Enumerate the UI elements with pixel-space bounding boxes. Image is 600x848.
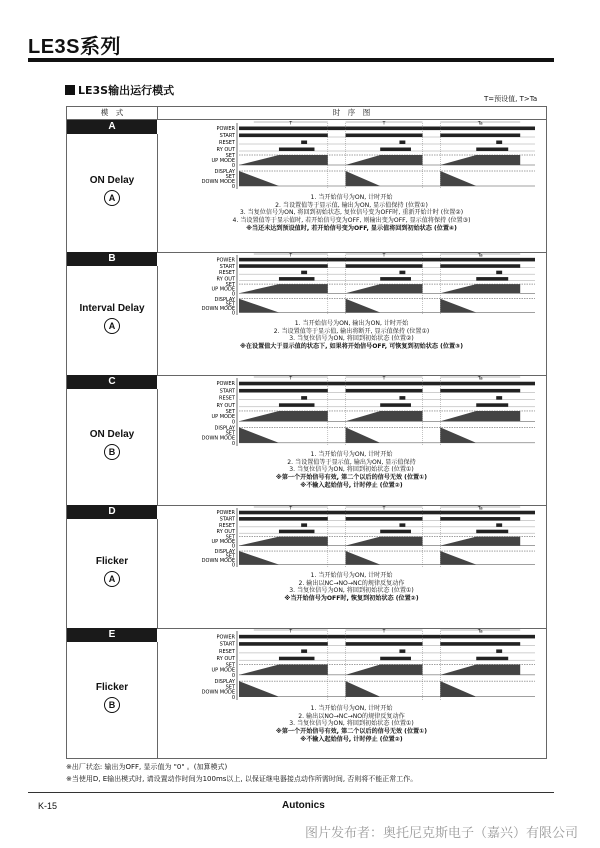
mode-label-cell (67, 266, 158, 375)
signal-label: SET (225, 534, 235, 541)
desc-line: 3. 当复位信号为ON, 将回到初始状态 (位置①) (289, 720, 414, 728)
signal-pulse (301, 271, 307, 275)
signal-label: SET (225, 153, 235, 159)
count-ramp (346, 427, 423, 442)
count-ramp (239, 681, 328, 697)
variant-badge: A (104, 571, 120, 587)
desc-note: ※第一个开始信号有效, 第二个以后的信号无效 (位置①) ※不输入起始信号, 计时停止 (位置②) (275, 728, 428, 743)
signal-pulse (380, 657, 411, 661)
count-ramp (346, 664, 423, 674)
signal-pulse (239, 511, 535, 515)
count-ramp (239, 155, 328, 165)
timing-diagram (157, 375, 546, 449)
section-title (65, 82, 174, 98)
count-ramp (239, 427, 328, 442)
signal-label: START (219, 641, 235, 648)
variant-badge: B (104, 444, 120, 460)
signal-label: SET (225, 553, 235, 560)
signal-pulse (301, 396, 307, 400)
count-ramp (346, 411, 423, 421)
signal-pulse (399, 141, 405, 145)
signal-label: SET (225, 430, 235, 437)
signal-pulse (440, 642, 520, 646)
mode-name: ON Delay (89, 175, 135, 186)
desc-line: 3. 当复位信号为ON, 将回到初始状态 (位置①) (289, 466, 414, 474)
mode-name: Flicker (95, 682, 129, 693)
signal-label: UP MODE (211, 286, 235, 293)
count-ramp (440, 299, 520, 313)
footnote-2: ※当使用D, E输出模式时, 请设置动作时间为100ms以上, 以保证继电器接点动作所需时间, 否则将不能正常工作。 (66, 775, 418, 783)
mode-label-cell (67, 134, 158, 252)
t-span-label: T (382, 253, 386, 259)
signal-label: DOWN MODE (201, 305, 235, 312)
mode-name: Interval Delay (79, 302, 145, 314)
signal-pulse (239, 127, 535, 131)
timing-diagram (157, 120, 546, 192)
col-mode-header: 模 式 (67, 107, 158, 119)
signal-label: DOWN MODE (201, 179, 235, 185)
signal-pulse (496, 396, 502, 400)
variant-badge: A (104, 190, 120, 206)
signal-label: 0 (231, 310, 235, 317)
signal-pulse (496, 271, 502, 275)
mode-block-c (67, 375, 546, 506)
signal-label: SET (225, 662, 235, 669)
count-ramp (346, 284, 423, 293)
mode-name: ON Delay (89, 429, 135, 440)
signal-pulse (440, 517, 520, 521)
signal-label: RESET (218, 140, 235, 146)
count-ramp (440, 411, 520, 421)
desc-line: 2. 输出以NC→NO→NC的规律反复动作 (298, 579, 405, 587)
signal-pulse (380, 403, 411, 407)
signal-pulse (380, 277, 411, 281)
desc-note: ※当开始信号为OFF时, 恢复到初始状态 (位置②) (284, 595, 419, 603)
timing-diagram (157, 505, 546, 570)
signal-pulse (239, 264, 328, 268)
count-ramp (440, 664, 520, 674)
mode-description (157, 572, 546, 603)
signal-pulse (496, 649, 502, 653)
signal-label: RESET (218, 522, 235, 529)
mode-description (157, 705, 546, 744)
signal-label: 0 (231, 184, 235, 190)
signal-pulse (496, 523, 502, 527)
signal-pulse (279, 277, 315, 281)
signal-label: DOWN MODE (201, 435, 235, 442)
desc-line: 4. 当设置值等于显示值时, 若开始信号变为OFF, 则输出变为OFF, 显示值将保持 (位置③) (232, 217, 471, 225)
desc-line: 2. 当设置值等于显示值, 输出将断开, 显示值保持 (位置①) (273, 327, 430, 335)
mode-label-cell (67, 642, 158, 758)
signal-pulse (346, 389, 423, 393)
count-ramp (239, 284, 328, 293)
signal-pulse (399, 523, 405, 527)
square-bullet-icon (65, 85, 75, 95)
signal-label: UP MODE (211, 539, 235, 546)
brand-logo: Autonics (282, 800, 325, 811)
count-ramp (239, 299, 328, 313)
signal-pulse (399, 396, 405, 400)
signal-label: DISPLAY (214, 296, 235, 303)
footer-rule (28, 792, 554, 793)
t-span-label: T (289, 376, 293, 382)
count-ramp (440, 427, 520, 442)
table-header (67, 107, 546, 120)
signal-pulse (346, 264, 423, 268)
signal-label: RY OUT (216, 276, 235, 283)
t-span-label: T (289, 253, 293, 259)
t-span-label: Ta (477, 376, 483, 382)
mode-label-cell (67, 389, 158, 505)
count-ramp (440, 537, 520, 546)
signal-label: RY OUT (216, 656, 235, 663)
desc-line: 1. 当开始信号为ON, 输出为ON, 计时开始 (294, 320, 409, 327)
mode-description (157, 451, 546, 490)
mode-letter: B (67, 252, 157, 266)
signal-pulse (380, 148, 411, 152)
signal-label: SET (225, 684, 235, 691)
section-title-text: LE3S输出运行模式 (78, 84, 175, 97)
page-title: LE3S系列 (28, 36, 122, 58)
signal-label: 0 (231, 672, 235, 679)
count-ramp (239, 411, 328, 421)
signal-label: RESET (218, 270, 235, 277)
signal-pulse (279, 403, 315, 407)
signal-pulse (476, 277, 508, 281)
signal-label: POWER (216, 126, 235, 132)
signal-label: SET (225, 174, 235, 180)
mode-letter: C (67, 375, 157, 389)
variant-badge: B (104, 697, 120, 713)
count-ramp (440, 284, 520, 293)
count-ramp (440, 681, 520, 697)
signal-label: DOWN MODE (201, 558, 235, 565)
signal-label: START (219, 263, 235, 270)
signal-pulse (279, 657, 315, 661)
signal-pulse (476, 530, 508, 534)
signal-label: POWER (216, 634, 235, 641)
signal-label: RY OUT (216, 529, 235, 536)
mode-name: Flicker (95, 555, 129, 567)
t-span-label: Ta (477, 121, 483, 127)
count-ramp (440, 551, 520, 565)
signal-label: SET (225, 282, 235, 289)
signal-label: UP MODE (211, 414, 235, 421)
signal-label: RY OUT (216, 147, 235, 153)
signal-label: 0 (231, 694, 235, 701)
signal-pulse (399, 271, 405, 275)
signal-pulse (440, 264, 520, 268)
t-span-label: T (289, 629, 293, 635)
signal-pulse (399, 649, 405, 653)
mode-letter: A (67, 120, 157, 134)
mode-letter: E (67, 628, 157, 642)
signal-label: DISPLAY (214, 425, 235, 432)
t-span-label: T (289, 121, 293, 127)
footnote-1: ※出厂状态: 输出为OFF, 显示值为 "0" 。(加算模式) (66, 763, 228, 771)
count-ramp (346, 171, 423, 186)
publisher-watermark: 图片发布者：奥托尼克斯电子（嘉兴）有限公司 (304, 826, 578, 841)
signal-pulse (301, 141, 307, 145)
signal-pulse (476, 403, 508, 407)
signal-label: START (219, 516, 235, 523)
signal-label: 0 (231, 543, 235, 550)
count-ramp (346, 299, 423, 313)
mode-description (157, 194, 546, 233)
desc-line: 3. 当复位信号为ON, 将回到初始状态 (位置②) (289, 335, 414, 343)
desc-note: ※在设置值大于显示值的状态下, 如果将开始信号OFF, 可恢复到初始状态 (位置③) (240, 343, 463, 351)
signal-pulse (346, 134, 423, 138)
signal-pulse (239, 258, 535, 262)
signal-label: DOWN MODE (201, 689, 235, 696)
mode-block-b (67, 252, 546, 376)
desc-line: 1. 当开始信号为ON, 计时开始 (310, 705, 393, 712)
mode-description (157, 320, 546, 351)
t-span-label: T (289, 506, 293, 512)
desc-line: 2. 当设置值等于显示值, 输出为ON, 显示值保持 (287, 458, 416, 466)
timing-diagram (157, 252, 546, 318)
signal-label: DISPLAY (214, 679, 235, 686)
mode-block-a (67, 120, 546, 253)
desc-line: 1. 当开始信号为ON, 计时开始 (310, 572, 393, 579)
signal-label: DISPLAY (214, 169, 235, 175)
count-ramp (440, 171, 520, 186)
desc-note: ※当还未达到预设值时, 若开始信号变为OFF, 显示值将回到初始状态 (位置④) (246, 224, 457, 232)
mode-letter: D (67, 505, 157, 519)
count-ramp (346, 155, 423, 165)
signal-label: POWER (216, 257, 235, 264)
signal-pulse (239, 382, 535, 386)
timing-diagram (157, 628, 546, 703)
signal-pulse (279, 530, 315, 534)
signal-label: SET (225, 301, 235, 308)
desc-line: 3. 当复位信号为ON, 将回到初始状态 (位置①) (289, 587, 414, 595)
count-ramp (239, 551, 328, 565)
signal-pulse (239, 389, 328, 393)
signal-label: SET (225, 408, 235, 415)
desc-note: ※第一个开始信号有效, 第二个以后的信号无效 (位置①) ※不输入起始信号, 计时停止 (位置②) (275, 474, 428, 489)
signal-pulse (301, 649, 307, 653)
header-rule (28, 58, 554, 62)
signal-label: 0 (231, 419, 235, 426)
signal-label: 0 (231, 291, 235, 298)
signal-pulse (440, 389, 520, 393)
desc-line: 2. 当设置值等于显示值, 输出为ON, 显示值保持 (位置①) (275, 201, 428, 209)
t-span-label: T (382, 506, 386, 512)
t-span-label: T (382, 121, 386, 127)
t-span-label: Ta (477, 506, 483, 512)
count-ramp (239, 171, 328, 186)
count-ramp (346, 681, 423, 697)
signal-label: RESET (218, 648, 235, 655)
signal-label: 0 (231, 562, 235, 569)
col-timing-header: 时 序 图 (332, 108, 371, 117)
signal-label: 0 (231, 440, 235, 447)
t-span-label: Ta (477, 629, 483, 635)
signal-label: DISPLAY (214, 549, 235, 556)
t-span-label: T (382, 629, 386, 635)
signal-label: POWER (216, 510, 235, 517)
count-ramp (346, 537, 423, 546)
count-ramp (346, 551, 423, 565)
signal-pulse (239, 134, 328, 138)
signal-label: UP MODE (211, 158, 235, 164)
signal-pulse (279, 148, 315, 152)
desc-line: 1. 当开始信号为ON, 计时开始 (310, 451, 393, 458)
desc-line: 2. 输出以NO→NC→NO的规律反复动作 (298, 712, 405, 720)
signal-label: START (219, 133, 235, 139)
mode-label-cell (67, 519, 158, 628)
signal-pulse (301, 523, 307, 527)
signal-label: 0 (231, 163, 235, 169)
signal-pulse (239, 635, 535, 639)
signal-pulse (346, 642, 423, 646)
signal-pulse (476, 148, 508, 152)
signal-label: UP MODE (211, 667, 235, 674)
signal-pulse (239, 642, 328, 646)
signal-pulse (476, 657, 508, 661)
signal-label: RESET (218, 395, 235, 402)
signal-label: RY OUT (216, 402, 235, 409)
desc-line: 1. 当开始信号为ON, 计时开始 (310, 194, 393, 201)
signal-pulse (346, 517, 423, 521)
page-number: K-15 (38, 801, 58, 811)
count-ramp (239, 537, 328, 546)
signal-pulse (380, 530, 411, 534)
t-span-label: T (382, 376, 386, 382)
mode-block-e (67, 628, 546, 758)
signal-label: POWER (216, 381, 235, 388)
signal-pulse (239, 517, 328, 521)
mode-block-d (67, 505, 546, 629)
variant-badge: A (104, 318, 120, 334)
signal-label: START (219, 388, 235, 395)
t-span-label: Ta (477, 253, 483, 259)
count-ramp (239, 664, 328, 674)
count-ramp (440, 155, 520, 165)
signal-pulse (496, 141, 502, 145)
signal-pulse (440, 134, 520, 138)
mode-table (66, 106, 547, 759)
preset-note: T=预设值, T>Ta (484, 95, 538, 103)
desc-line: 3. 当复位信号为ON, 将回到初始状态, 复位信号变为OFF时, 重新开始计时 (位置②) (239, 209, 464, 217)
